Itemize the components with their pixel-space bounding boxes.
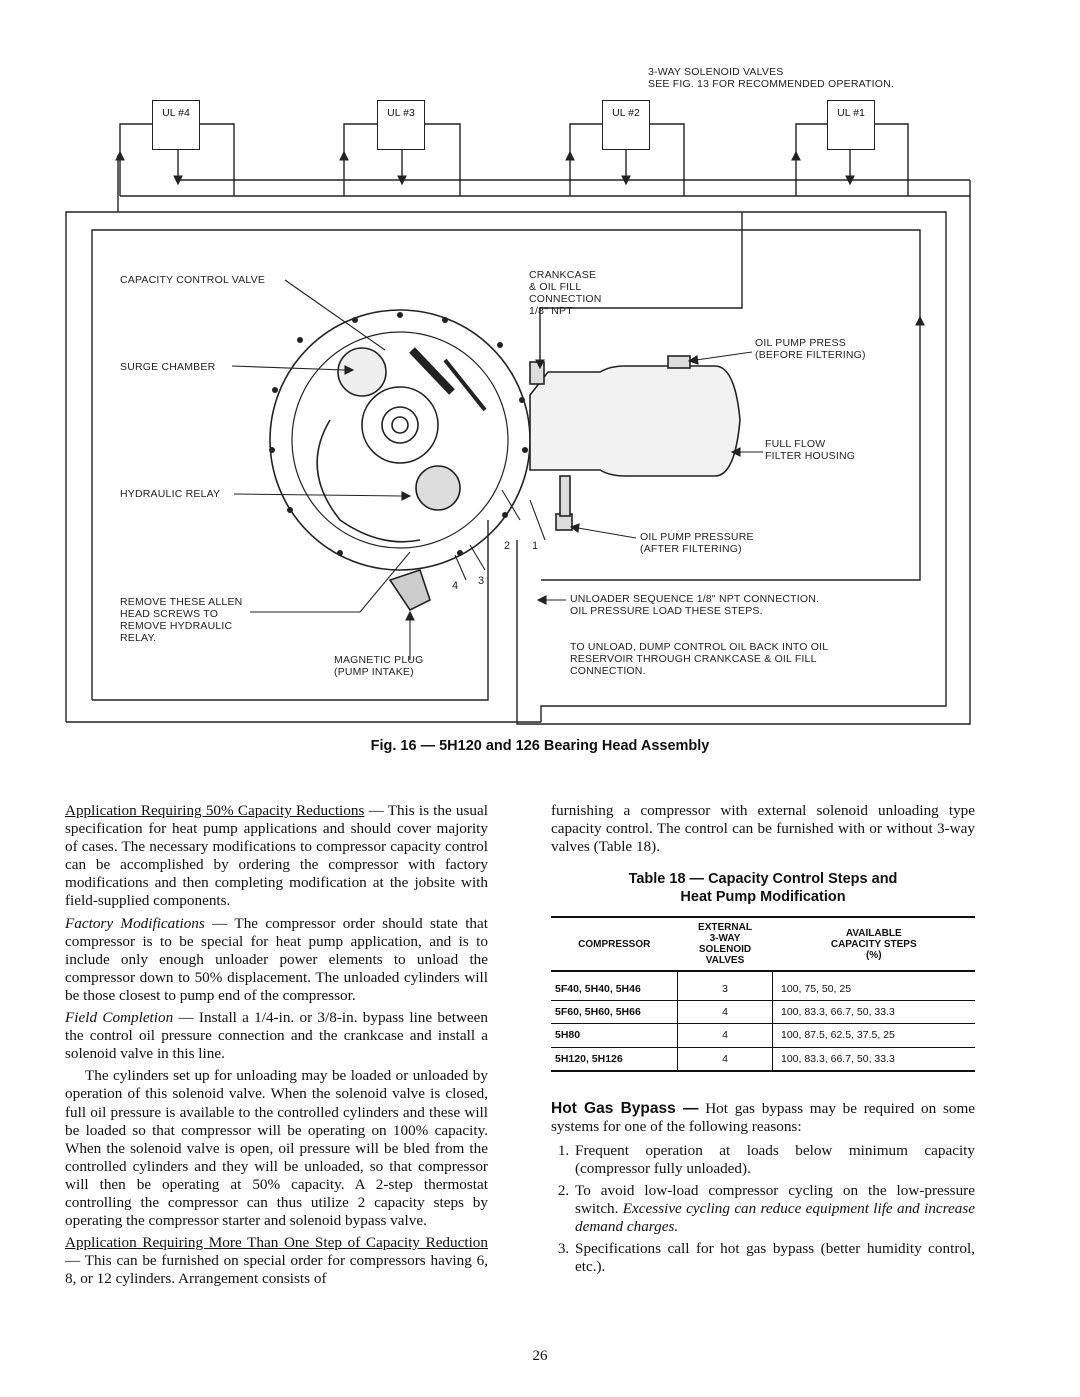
- label-full-flow: FULL FLOW FILTER HOUSING: [765, 438, 856, 462]
- table-row: [551, 971, 975, 1001]
- label-capacity-control-valve: CAPACITY CONTROL VALVE: [120, 274, 266, 286]
- list-item-emphasis: Excessive cycling can reduce equipment life and increase demand charges.: [575, 1200, 975, 1236]
- bearing-head-outer: [270, 310, 530, 570]
- table-cell: 100, 83.3, 66.7, 50, 33.3: [773, 1001, 976, 1024]
- hot-gas-bypass-section: [551, 1100, 975, 1277]
- table-header: AVAILABLE CAPACITY STEPS (%): [773, 917, 976, 971]
- label-remove-allen: REMOVE THESE ALLEN HEAD SCREWS TO REMOVE HYDRAULIC RELAY.: [120, 596, 243, 644]
- list-item: [573, 1182, 975, 1236]
- label-unloader-sequence: UNLOADER SEQUENCE 1/8" NPT CONNECTION. OIL PRESSURE LOAD THESE STEPS.: [570, 593, 820, 617]
- unloader-4: UL #4: [152, 100, 200, 150]
- table-row: [551, 1024, 975, 1047]
- solenoid-note: 3-WAY SOLENOID VALVES SEE FIG. 13 FOR RECOMMENDED OPERATION.: [648, 66, 895, 90]
- table-cell: 5F40, 5H40, 5H46: [551, 971, 678, 1001]
- figure-caption: Fig. 16 — 5H120 and 126 Bearing Head Assembly: [370, 738, 710, 754]
- table-cell: 100, 83.3, 66.7, 50, 33.3: [773, 1047, 976, 1071]
- sequence-number: 2: [504, 540, 511, 552]
- right-column: [551, 802, 975, 1281]
- table-cell: 3: [678, 971, 773, 1001]
- paragraph-heading: Application Requiring 50% Capacity Reductions: [65, 802, 365, 819]
- table-title-line: Table 18 — Capacity Control Steps and: [628, 871, 898, 888]
- sequence-number: 4: [452, 580, 459, 592]
- paragraph-heading: Field Completion: [65, 1009, 174, 1027]
- table-header-row: [551, 917, 975, 971]
- list-item: [573, 1142, 975, 1178]
- paragraph-heading: Factory Modifications: [65, 914, 205, 932]
- unloader-2: UL #2: [602, 100, 650, 150]
- table-title: [551, 870, 975, 906]
- list-item: [573, 1240, 975, 1276]
- table-header: EXTERNAL 3-WAY SOLENOID VALVES: [678, 917, 773, 971]
- label-surge-chamber: SURGE CHAMBER: [120, 361, 216, 373]
- list-item-text: To avoid low-load compressor cycling on the low-pressure switch.: [575, 1182, 975, 1218]
- table-cell: 4: [678, 1001, 773, 1024]
- label-oil-pump-press: OIL PUMP PRESS (BEFORE FILTERING): [755, 337, 866, 361]
- label-hydraulic-relay: HYDRAULIC RELAY: [120, 488, 221, 500]
- paragraph-text: — The compressor order should state that compressor is to be special for heat pump application, and is to include only enough unloader power elements to unload the compressor down to 50% displacement. The unloaded cylinders will be those closest to pump end of the compressor.: [65, 914, 488, 1004]
- left-column: [65, 802, 488, 1292]
- label-to-unload: TO UNLOAD, DUMP CONTROL OIL BACK INTO OIL RESERVOIR THROUGH CRANKCASE & OIL FILL CONNECTION.: [570, 641, 829, 677]
- page-number: 26: [532, 1348, 548, 1364]
- table-cell: 100, 87.5, 62.5, 37.5, 25: [773, 1024, 976, 1047]
- paragraph: [65, 1234, 488, 1288]
- reasons-list: [551, 1142, 975, 1277]
- label-magnetic-plug: MAGNETIC PLUG (PUMP INTAKE): [334, 654, 424, 678]
- label-crankcase: CRANKCASE & OIL FILL CONNECTION 1/8" NPT: [529, 269, 602, 317]
- sequence-number: 3: [478, 575, 485, 587]
- table-row: [551, 1001, 975, 1024]
- paragraph: furnishing a compressor with external solenoid unloading type capacity control. The control can be furnished with or without 3-way valves (Table 18).: [551, 802, 975, 856]
- paragraph-text: — This is the usual specification for heat pump applications and should cover majority of cases. The necessary modifications to compressor capacity control can be accomplished by ordering the compressor with factory modifications and then completing modification at the jobsite with field-supplied components.: [65, 802, 488, 910]
- paragraph: [551, 1100, 975, 1136]
- table-row: [551, 1047, 975, 1071]
- table-cell: 100, 75, 50, 25: [773, 971, 976, 1001]
- table-cell: 5H80: [551, 1024, 678, 1047]
- paragraph: The cylinders set up for unloading may be loaded or unloaded by operation of this solenoid valve. When the solenoid valve is closed, full oil pressure is available to the controlled cylinders and these will be loaded so that compressor will be operating on 100% capacity. When the solenoid valve is open, oil pressure will be bled from the controlled cylinders and they will be unloaded, so that compressor will then be operating at 50% capacity. A 2-step thermostat controlling the compressor can thus utilize 2 capacity steps by operating the compressor starter and solenoid bypass valve.: [65, 1067, 488, 1230]
- sequence-number: 1: [532, 540, 539, 552]
- list-item-text: Specifications call for hot gas bypass (better humidity control, etc.).: [575, 1240, 975, 1276]
- capacity-control-table: [551, 916, 975, 1071]
- table-title-line: Heat Pump Modification: [680, 889, 846, 906]
- table-header: COMPRESSOR: [551, 917, 678, 971]
- paragraph-text: Hot gas bypass may be required on some systems for one of the following reasons:: [551, 1099, 975, 1135]
- list-item-text: Frequent operation at loads below minimum capacity (compressor fully unloaded).: [575, 1141, 975, 1177]
- paragraph: [65, 1009, 488, 1063]
- label-oil-pump-pressure-after: OIL PUMP PRESSURE (AFTER FILTERING): [640, 531, 754, 555]
- paragraph: [65, 802, 488, 911]
- paragraph: [65, 915, 488, 1005]
- table-cell: 5H120, 5H126: [551, 1047, 678, 1071]
- unloader-1: UL #1: [827, 100, 875, 150]
- section-heading: Hot Gas Bypass —: [551, 1099, 699, 1117]
- table-cell: 4: [678, 1047, 773, 1071]
- table-cell: 5F60, 5H60, 5H66: [551, 1001, 678, 1024]
- paragraph-text: — Install a 1/4-in. or 3/8-in. bypass line between the control oil pressure connection and the crankcase and install a solenoid valve in this line.: [65, 1009, 488, 1063]
- paragraph-heading: Application Requiring More Than One Step of Capacity Reduction: [65, 1234, 488, 1252]
- unloader-3: UL #3: [377, 100, 425, 150]
- table-cell: 4: [678, 1024, 773, 1047]
- paragraph-text: — This can be furnished on special order for compressors having 6, 8, or 12 cylinders. Arrangement consists of: [65, 1252, 488, 1288]
